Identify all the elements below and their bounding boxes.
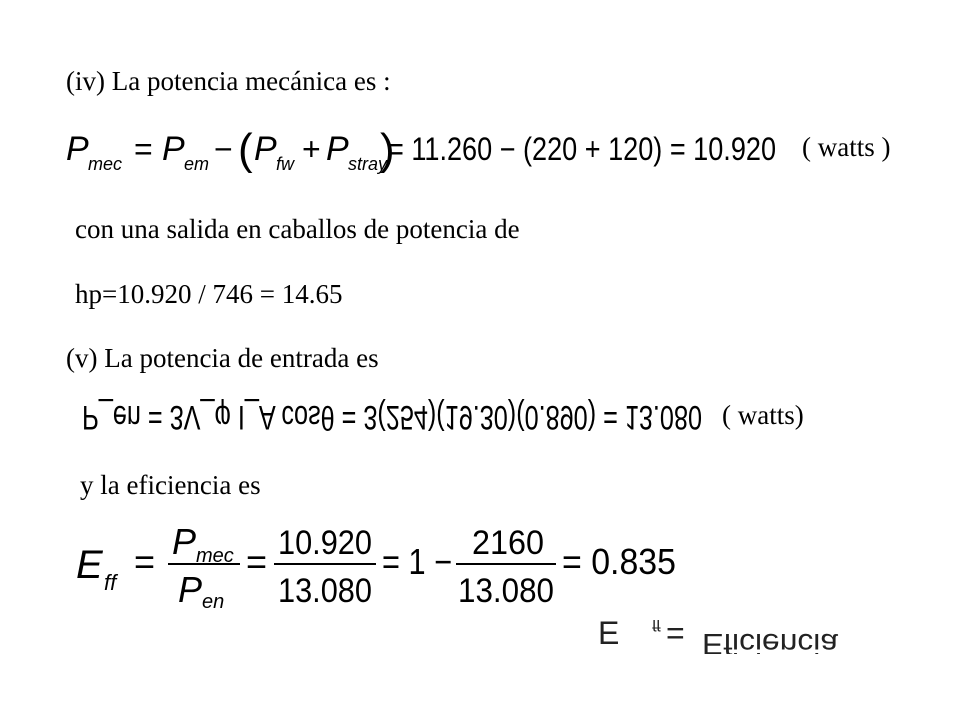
eq1-rparen: ): [380, 125, 395, 174]
note-lhs: E: [598, 615, 620, 651]
eq1-t3-base: P: [326, 130, 349, 168]
eq3-result: = 0.835: [562, 541, 676, 582]
eq1-t1-base: P: [162, 130, 185, 168]
eq1-t2-sub: fw: [276, 154, 294, 174]
eq3-lhs-base: E: [76, 543, 103, 587]
equation-mechanical-power: [62, 122, 782, 182]
eq3-num1-base: P: [172, 521, 197, 562]
eq3-equals-2: =: [246, 541, 268, 582]
eq3-one-minus: = 1 −: [382, 541, 452, 582]
eq3-num2: 10.920: [278, 524, 372, 562]
eq1-lhs-base: P: [66, 130, 89, 168]
hp-intro-text: con una salida en caballos de potencia de: [75, 214, 520, 244]
eq1-t2-base: P: [254, 130, 277, 168]
eq1-rhs: = 11.260 − (220 + 120) = 10.920: [388, 131, 776, 167]
hp-value-text: hp=10.920 / 746 = 14.65: [75, 279, 343, 309]
equation-efficiency-svg: [72, 516, 682, 608]
eq3-num3: 2160: [472, 524, 544, 562]
heading-v: (v) La potencia de entrada es: [66, 343, 379, 373]
eq2-units: ( watts): [722, 400, 804, 430]
eq3-num1-sub: mec: [196, 545, 234, 567]
eq2-flipped-expression: P_en = 3V_φ I_A cosθ = 3(254)(19.30)(0.890) = 13.080: [82, 398, 702, 436]
efficiency-note: [596, 604, 846, 654]
eq3-den1-sub: en: [202, 591, 225, 608]
equation-input-power: [78, 392, 708, 444]
heading-iv: (iv) La potencia mecánica es :: [66, 66, 391, 96]
efficiency-intro-text: y la eficiencia es: [80, 470, 261, 500]
eq1-lparen: (: [238, 125, 253, 174]
eq3-den1-base: P: [178, 569, 203, 608]
eq3-lhs-sub: ff: [104, 570, 117, 595]
equation-efficiency: [72, 516, 682, 608]
eq1-t1-sub: em: [184, 154, 210, 174]
equation-mechanical-power-svg: [62, 122, 782, 182]
eq3-equals: =: [134, 541, 156, 582]
note-equals: =: [666, 615, 685, 651]
eq1-lhs-sub: mec: [88, 154, 123, 174]
eq1-equals: =: [134, 131, 153, 167]
eq3-den3: 13.080: [458, 572, 554, 608]
note-word: Eficiencia: [702, 627, 839, 654]
eq1-minus: −: [214, 131, 233, 167]
equation-input-power-svg: [78, 392, 708, 444]
eq1-units: ( watts ): [802, 132, 891, 162]
eq1-t3-sub: stray: [348, 154, 388, 174]
efficiency-note-svg: [596, 604, 846, 654]
note-lhs-sub: ff: [652, 616, 661, 633]
eq1-plus: +: [302, 131, 321, 167]
eq3-den2: 13.080: [278, 572, 372, 608]
